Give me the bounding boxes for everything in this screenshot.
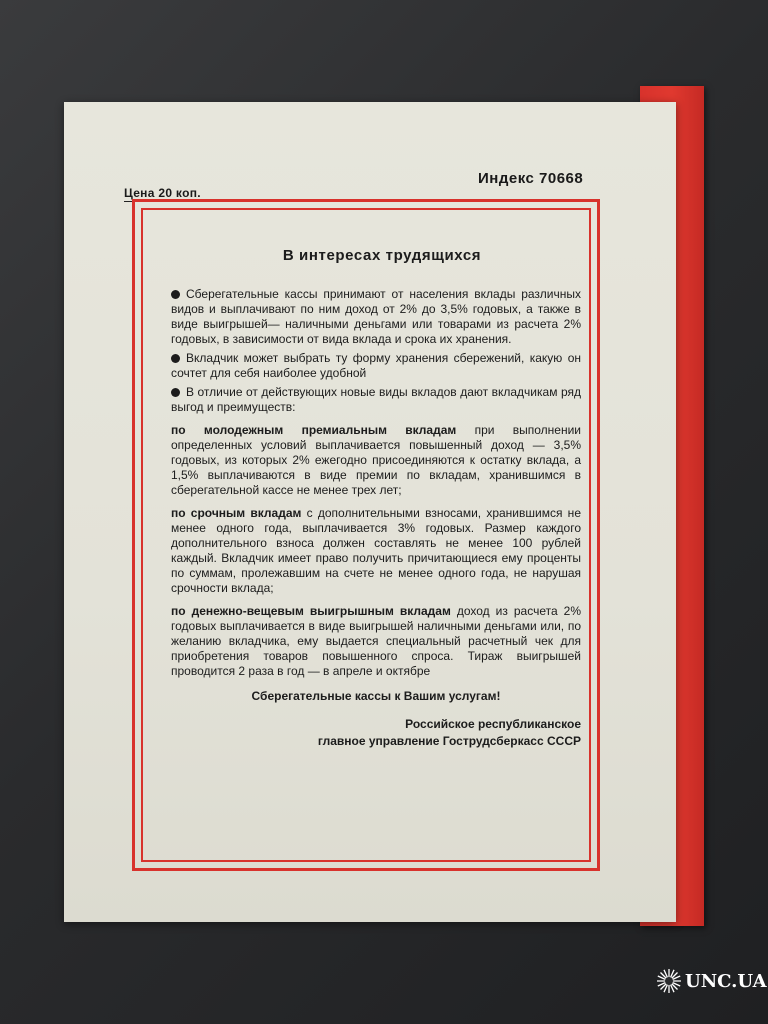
price-label: Цена 20 коп.	[124, 186, 201, 200]
booklet-back-cover	[64, 102, 676, 922]
deposit-type-paragraph	[171, 423, 581, 498]
bullet-text: Вкладчик может выбрать ту форму хранения сбережений, какую он сочтет для себя наиболее удобной	[171, 351, 581, 380]
bullet-paragraph	[171, 385, 581, 415]
deposit-type-text: с дополнительными взносами, хранившимся не менее одного года, выплачивается 3% годовых. Размер каждого дополнительного взноса должен составлять не менее 100 рублей каждый. Вкладчик имеет право получить причитающиеся ему проценты по суммам, пролежавшим на счете не менее одного года, не нарушая срочности вклада;	[171, 506, 581, 595]
sunburst-icon	[656, 968, 682, 994]
slogan: Сберегательные кассы к Вашим услугам!	[251, 689, 501, 703]
deposit-type-lead: по молодежным премиальным вкладам	[171, 423, 457, 437]
notice-content	[171, 248, 581, 750]
watermark-text: UNC.UA	[685, 970, 767, 992]
bullet-icon	[171, 290, 180, 299]
bullet-icon	[171, 354, 180, 363]
deposit-type-paragraph	[171, 604, 581, 679]
bullet-icon	[171, 388, 180, 397]
notice-title: В интересах трудящихся	[282, 247, 482, 264]
deposit-type-paragraph	[171, 506, 581, 596]
bullet-paragraph	[171, 351, 581, 381]
bullet-text: В отличие от действующих новые виды вкладов дают вкладчикам ряд выгод и преимуществ:	[171, 385, 581, 414]
deposit-type-lead: по денежно-вещевым выигрышным вкладам	[171, 604, 451, 618]
red-frame	[132, 199, 600, 871]
deposit-type-text: доход из расчета 2% годовых выплачивается в виде выигрышей наличными деньгами или, по желанию вкладчика, ему выдается специальный расчетный чек для приобретения товаров повышенного спроса. Тираж выигрышей проводится 2 раза в год — в апреле и октябре	[171, 604, 581, 678]
bullet-text: Сберегательные кассы принимают от населения вклады различных видов и выплачивают по ним доход от 2% до 3,5% годовых, а также в виде выигрышей— наличными деньгами или товарами из расчета 2% годовых, в зависимости от вида вклада и срока их хранения.	[171, 287, 581, 346]
deposit-type-lead: по срочным вкладам	[171, 506, 302, 520]
bullet-paragraph	[171, 287, 581, 347]
watermark-logo	[656, 968, 767, 994]
index-label: Индекс 70668	[478, 170, 584, 187]
signature-line-2: главное управление Гострудсберкасс СССР	[317, 734, 581, 748]
deposit-type-text: при выполнении определенных условий выплачивается повышенный доход — 3,5% годовых, из которых 2% ежегодно присоединяются к остатку вклада, а 1,5% выплачиваются в виде премии по вкладам, хранившимся в сберегательной кассе не менее трех лет;	[171, 423, 581, 497]
signature-line-1: Российское республиканское	[405, 717, 581, 731]
